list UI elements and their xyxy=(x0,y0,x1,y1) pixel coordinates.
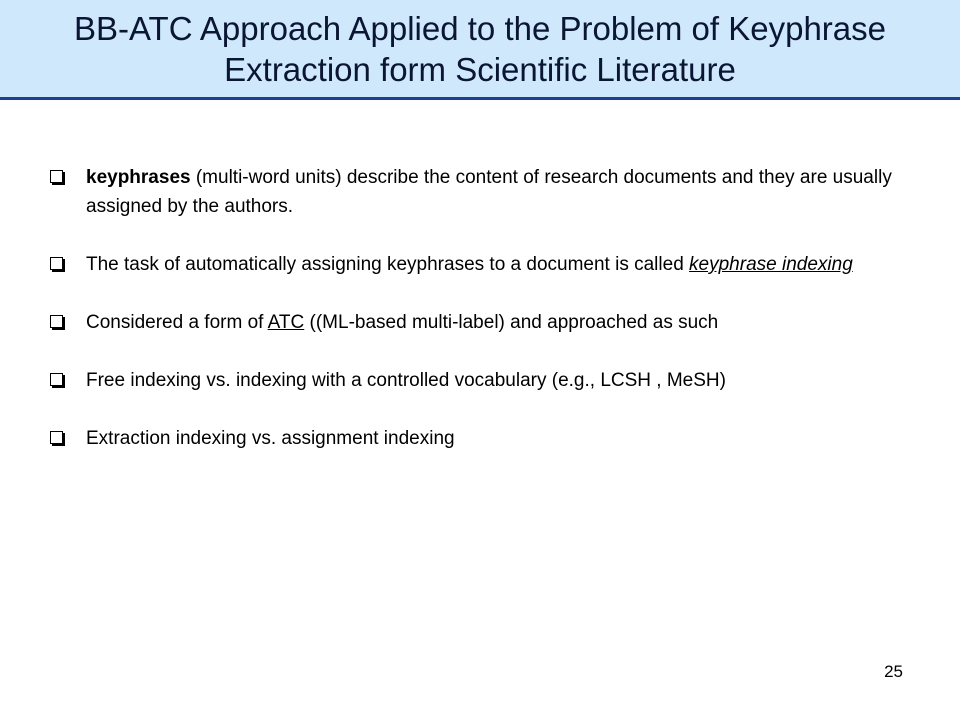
bullet-text: The task of automatically assigning keyphrases to a document is called xyxy=(86,254,690,275)
checkbox-square-icon xyxy=(50,170,63,183)
checkbox-square-icon xyxy=(50,431,63,444)
checkbox-square-icon xyxy=(50,257,63,270)
bullet-item-keyphrases xyxy=(48,163,908,221)
bullet-item-extraction-indexing xyxy=(48,424,908,453)
bullet-text: (multi-word units) describe the content of research documents and they are usually assigned by the authors. xyxy=(86,167,892,217)
bullet-item-keyphrase-indexing xyxy=(48,250,908,279)
bullet-text: Extraction indexing vs. assignment indexing xyxy=(86,428,455,449)
bullet-text-after: ((ML-based multi-label) and approached as such xyxy=(304,312,719,333)
slide-title-line-2: Extraction form Scientific Literature xyxy=(224,51,736,88)
bullet-text-before: Considered a form of xyxy=(86,312,268,333)
page-number: 25 xyxy=(884,662,903,681)
checkbox-square-icon xyxy=(50,315,63,328)
bullet-text: Free indexing vs. indexing with a controlled vocabulary (e.g., LCSH , MeSH) xyxy=(86,370,726,391)
slide-title-line-1: BB-ATC Approach Applied to the Problem of Keyphrase xyxy=(73,10,886,47)
bullet-item-atc xyxy=(48,308,908,337)
title-band xyxy=(0,0,960,100)
bullet-term-underlined: ATC xyxy=(267,312,305,333)
bullet-term-bold: keyphrases xyxy=(86,167,191,188)
bullet-list xyxy=(48,163,908,482)
bullet-item-free-indexing xyxy=(48,366,908,395)
checkbox-square-icon xyxy=(50,373,63,386)
slide-title xyxy=(0,8,960,90)
bullet-term-italic-underlined: keyphrase indexing xyxy=(689,254,853,275)
